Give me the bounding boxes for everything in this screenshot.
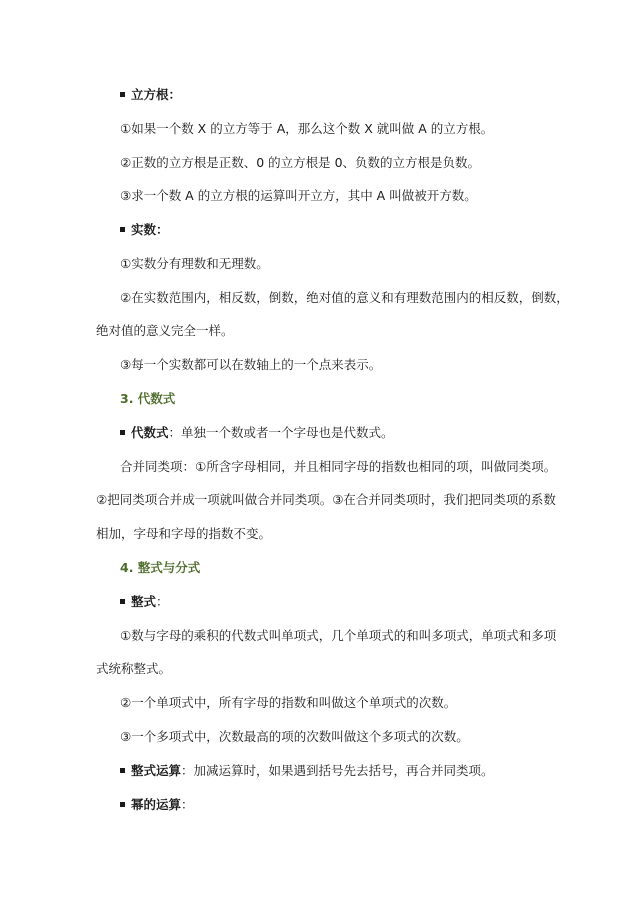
algebraic-heading: 3. 代数式 [120, 391, 176, 406]
cube-root-p1: ①如果一个数 X 的立方等于 A，那么这个数 X 就叫做 A 的立方根。 [120, 121, 494, 136]
real-numbers-p1: ①实数分有理数和无理数。 [120, 256, 269, 271]
integral-ops-line [120, 763, 494, 779]
bullet-icon [120, 768, 125, 773]
power-ops-line [120, 797, 194, 813]
integral-p3: ③一个多项式中，次数最高的项的次数叫做这个多项式的次数。 [120, 729, 469, 744]
like-terms-line3: 相加，字母和字母的指数不变。 [96, 526, 272, 541]
integral-ops-text: ：加减运算时，如果遇到括号先去括号，再合并同类项。 [181, 763, 494, 778]
algebraic-def-text: ：单独一个数或者一个字母也是代数式。 [168, 425, 394, 440]
bullet-icon [120, 599, 125, 604]
algebraic-def-label: 代数式 [131, 425, 169, 440]
bullet-icon [120, 92, 125, 97]
real-numbers-p2-line1: ②在实数范围内，相反数，倒数，绝对值的意义和有理数范围内的相反数，倒数， [120, 290, 569, 305]
real-numbers-p3: ③每一个实数都可以在数轴上的一个点来表示。 [120, 357, 382, 372]
real-numbers-title-line [120, 222, 169, 238]
like-terms-line1: 合并同类项：①所含字母相同，并且相同字母的指数也相同的项，叫做同类项。 [120, 459, 557, 474]
cube-root-title: 立方根： [131, 87, 182, 102]
integral-p1-line2: 式统称整式。 [96, 661, 172, 676]
cube-root-title-line [120, 87, 181, 103]
integral-p1-line1: ①数与字母的乘积的代数式叫单项式，几个单项式的和叫多项式，单项式和多项 [120, 628, 557, 643]
bullet-icon [120, 227, 125, 232]
integral-heading: 4. 整式与分式 [120, 560, 201, 575]
algebraic-def-line [120, 425, 394, 441]
real-numbers-title: 实数： [131, 222, 169, 237]
power-ops-label: 幂的运算 [131, 797, 182, 812]
bullet-icon [120, 430, 125, 435]
cube-root-p3: ③求一个数 A 的立方根的运算叫开立方，其中 A 叫做被开方数。 [120, 188, 477, 203]
integral-p2: ②一个单项式中，所有字母的指数和叫做这个单项式的次数。 [120, 695, 457, 710]
integral-label-line [120, 594, 169, 610]
cube-root-p2: ②正数的立方根是正数、0 的立方根是 0、负数的立方根是负数。 [120, 155, 481, 170]
real-numbers-p2-line2: 绝对值的意义完全一样。 [96, 323, 234, 338]
power-ops-suffix: ： [181, 797, 194, 812]
integral-ops-label: 整式运算 [131, 763, 182, 778]
bullet-icon [120, 802, 125, 807]
integral-label: 整式 [131, 594, 157, 609]
like-terms-line2: ②把同类项合并成一项就叫做合并同类项。③在合并同类项时，我们把同类项的系数 [96, 492, 556, 507]
integral-label-suffix: ： [156, 594, 169, 609]
